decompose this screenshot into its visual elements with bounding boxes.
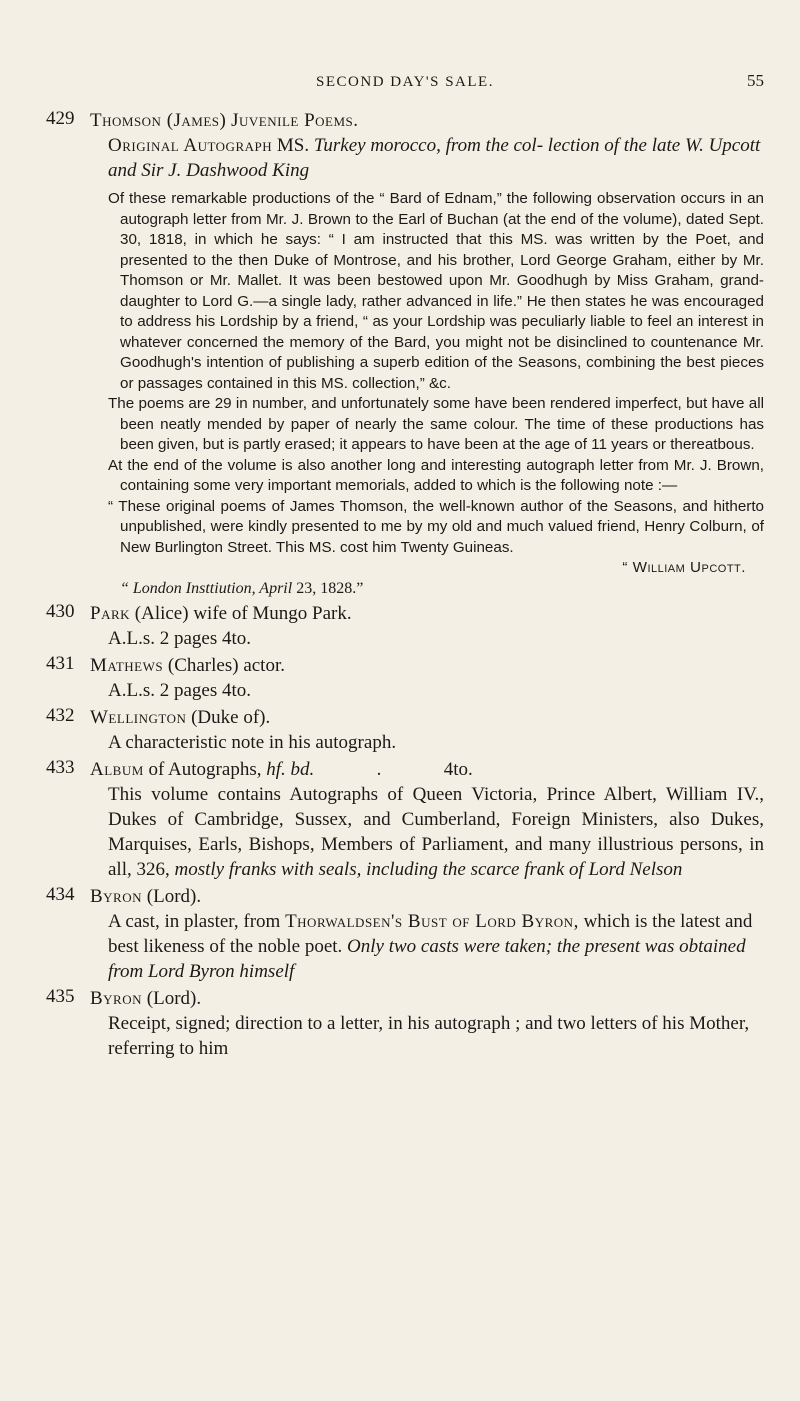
lot-number: 435 (46, 986, 75, 1007)
signature-place-date: “ London Insttiution, April 23, 1828.” (120, 579, 364, 597)
note-paragraph: At the end of the volume is also another long and interesting autograph letter from Mr. J. Brown, containing some very important memorials, added to which is the following note :— (108, 456, 764, 494)
lot-title: Wellington (Duke of). (90, 707, 271, 728)
lot-432 (46, 705, 764, 755)
lot-431 (46, 653, 764, 703)
lot-title: Mathews (Charles) actor. (90, 655, 285, 676)
lot-description: This volume contains Autographs of Queen Victoria, Prince Albert, William IV., Dukes of Cambridge, Sussex, and Cumberland, Foreign Ministers, also Dukes, Marquises, Earls, Bishops, Members of Parliament, and many illustrious persons, in all, 326, mostly franks with seals, including the scarce frank of Lord Nelson (108, 784, 764, 880)
page-number: 55 (747, 71, 764, 90)
lot-author: Thomson (James) (90, 110, 227, 131)
lot-description: A characteristic note in his autograph. (108, 732, 397, 753)
lot-433 (46, 757, 764, 882)
lot-434 (46, 884, 764, 984)
lot-title: Byron (Lord). (90, 886, 202, 907)
lot-note (108, 189, 764, 599)
lot-title (90, 108, 764, 133)
lot-435 (46, 986, 764, 1061)
lot-title: Album of Autographs, hf. bd. . 4to. (90, 759, 473, 780)
note-paragraph: “ These original poems of James Thomson, the well-known author of the Seasons, and hitherto unpublished, were kindly presented to me by my old and much valued friend, Henry Colburn, of New Burlington Street. This MS. cost him Twenty Guineas. (108, 497, 764, 556)
lot-number: 429 (46, 108, 75, 129)
lot-subject: Juvenile Poems. (231, 110, 359, 131)
lot-430 (46, 601, 764, 651)
lot-description: A.L.s. 2 pages 4to. (108, 628, 252, 649)
note-paragraph: The poems are 29 in number, and unfortunately some have been rendered imperfect, but have all been neatly mended by paper of nearly the same colour. The time of these productions has been given, but is partly erased; it appears to have been at the age of 11 years or thereatbous. (108, 395, 764, 453)
running-head: SECOND DAY'S SALE. (316, 74, 494, 90)
lot-description: Receipt, signed; direction to a letter, in his autograph ; and two letters of his Mother, referring to him (108, 1013, 750, 1059)
lot-description: A.L.s. 2 pages 4to. (108, 680, 252, 701)
lot-number: 433 (46, 757, 75, 778)
lot-description: A cast, in plaster, from Thorwaldsen's Bust of Lord Byron, which is the latest and best likeness of the noble poet. Only two casts were taken; the present was obtained from Lord Byron himself (108, 911, 753, 982)
lot-429 (46, 108, 764, 599)
lot-number: 430 (46, 601, 75, 622)
lot-number: 431 (46, 653, 75, 674)
lot-number: 434 (46, 884, 75, 905)
lot-title: Park (Alice) wife of Mungo Park. (90, 603, 352, 624)
signature: “ William Upcott. (622, 559, 746, 576)
page-header (46, 71, 764, 108)
lot-title: Byron (Lord). (90, 988, 202, 1009)
lot-number: 432 (46, 705, 75, 726)
lot-description: Original Autograph MS. Turkey morocco, from the col- lection of the late W. Upcott and Sir J. Dashwood King (108, 135, 761, 181)
note-paragraph: Of these remarkable productions of the “ Bard of Ednam,” the following observation occurs in an autograph letter from Mr. J. Brown to the Earl of Buchan (at the end of the volume), dated Sept. 30, 1818, in which he says: “ I am instructed that this MS. was written by the Poet, and presented to the then Duke of Montrose, and his brother, Lord George Graham, either by Mr. Thomson or Mr. Mallet. It was been bestowed upon Mr. Goodhugh by Miss Graham, grand-daughter to Lord G.—a single lady, rather advanced in life.” He then states he was encouraged to address his Lordship by a friend, “ as your Lordship was peculiarly liable to feel an interest in whatever concerned the memory of the Bard, you might not be disinclined to countenance Mr. Goodhugh's intention of publishing a superb edition of the Seasons, combining the best pieces or passages contained in this MS. collection,” &c. (108, 190, 764, 392)
